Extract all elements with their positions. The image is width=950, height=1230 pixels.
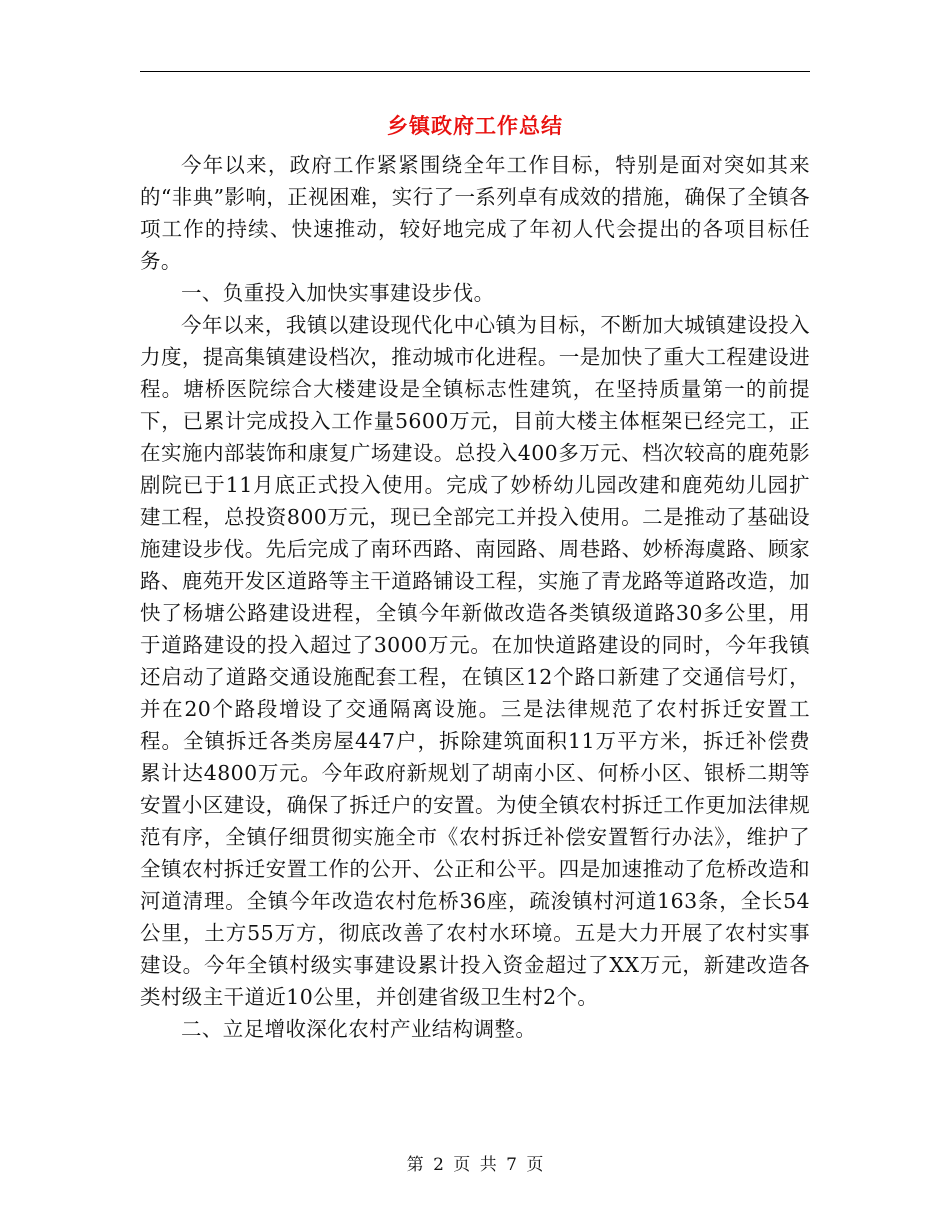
page-footer: 第 2 页 共 7 页 <box>406 1155 544 1175</box>
section-heading-1: 一、负重投入加快实事建设步伐。 <box>181 281 495 305</box>
document-body <box>140 149 810 1045</box>
section-1-paragraph: 今年以来，我镇以建设现代化中心镇为目标，不断加大城镇建设投入力度，提高集镇建设档次，推动城市化进程。一是加快了重大工程建设进程。塘桥医院综合大楼建设是全镇标志性建筑，在坚持质量第一的前提下，已累计完成投入工作量5600万元，目前大楼主体框架已经完工，正在实施内部装饰和康复广场建设。总投入400多万元、档次较高的鹿苑影剧院已于11月底正式投入使用。完成了妙桥幼儿园改建和鹿苑幼儿园扩建工程，总投资800万元，现已全部完工并投入使用。二是推动了基础设施建设步伐。先后完成了南环西路、南园路、周巷路、妙桥海虞路、顾家路、鹿苑开发区道路等主干道路铺设工程，实施了青龙路等道路改造，加快了杨塘公路建设进程，全镇今年新做改造各类镇级道路30多公里，用于道路建设的投入超过了3000万元。在加快道路建设的同时，今年我镇还启动了道路交通设施配套工程，在镇区12个路口新建了交通信号灯，并在20个路段增设了交通隔离设施。三是法律规范了农村拆迁安置工程。全镇拆迁各类房屋447户，拆除建筑面积11万平方米，拆迁补偿费累计达4800万元。今年政府新规划了胡南小区、何桥小区、银桥二期等安置小区建设，确保了拆迁户的安置。为使全镇农村拆迁工作更加法律规范有序，全镇仔细贯彻实施全市《农村拆迁补偿安置暂行办法》，维护了全镇农村拆迁安置工作的公开、公正和公平。四是加速推动了危桥改造和河道清理。全镇今年改造农村危桥36座，疏浚镇村河道163条，全长54公里，土方55万方，彻底改善了农村水环境。五是大力开展了农村实事建设。今年全镇村级实事建设累计投入资金超过了XX万元，新建改造各类村级主干道近10公里，并创建省级卫生村2个。 <box>140 313 810 1009</box>
intro-paragraph: 今年以来，政府工作紧紧围绕全年工作目标，特别是面对突如其来的“非典”影响，正视困难，实行了一系列卓有成效的措施，确保了全镇各项工作的持续、快速推动，较好地完成了年初人代会提出的各项目标任务。 <box>140 153 810 273</box>
document-title: 乡镇政府工作总结 <box>387 114 563 138</box>
header-rule <box>140 71 810 72</box>
section-heading-2: 二、立足增收深化农村产业结构调整。 <box>181 1017 537 1041</box>
